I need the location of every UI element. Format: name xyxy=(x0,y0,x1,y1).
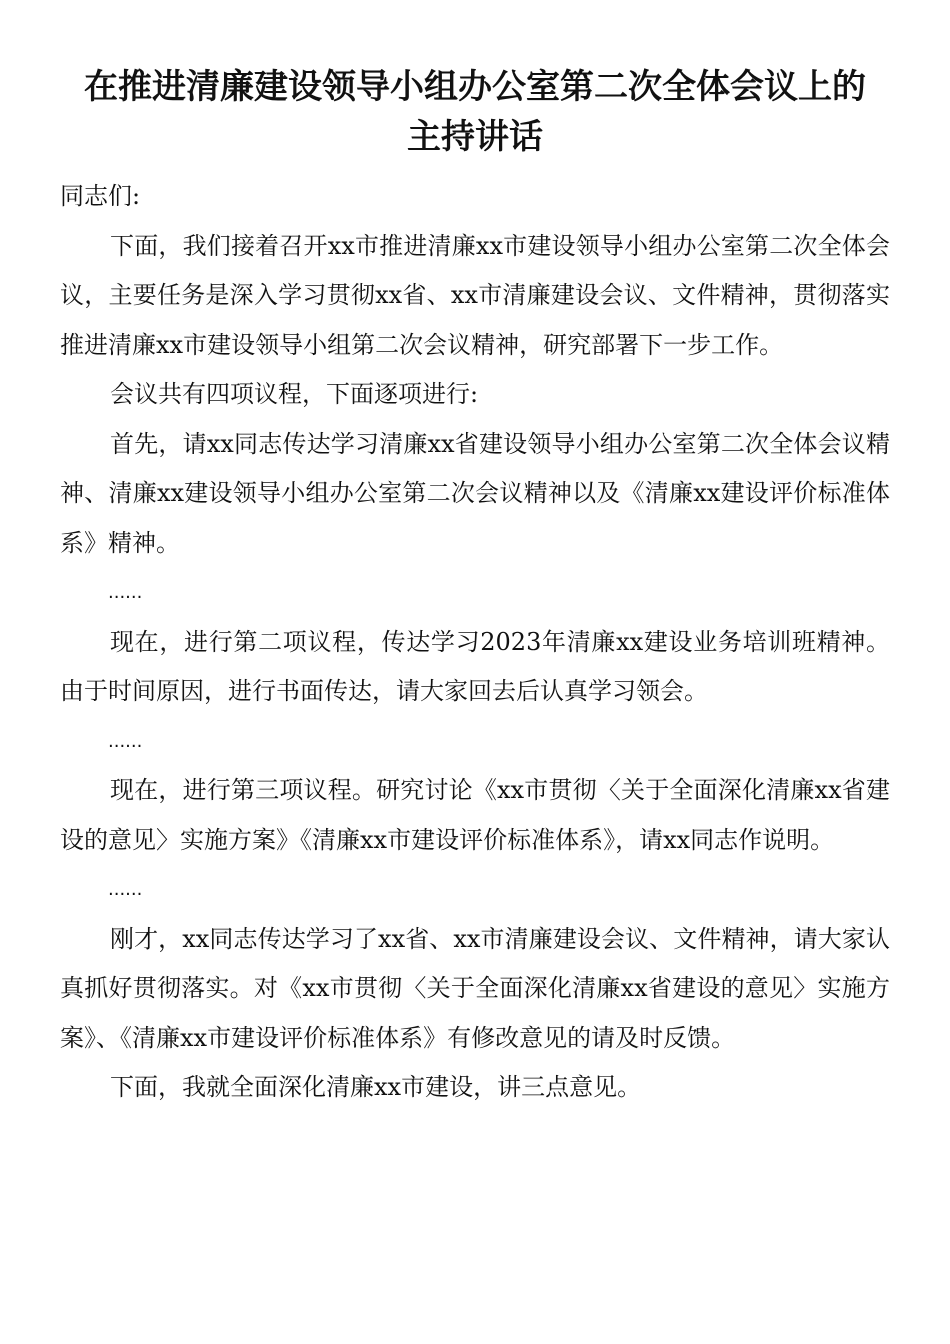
paragraph-second-item: 现在，进行第二项议程，传达学习2023年清廉xx建设业务培训班精神。由于时间原因，进行书面传达，请大家回去后认真学习领会。 xyxy=(60,627,890,705)
document-page xyxy=(60,62,890,1113)
paragraph-third-item: 现在，进行第三项议程。研究讨论《xx市贯彻〈关于全面深化清廉xx省建设的意见〉实施方案》《清廉xx市建设评价标准体系》，请xx同志作说明。 xyxy=(60,776,890,854)
paragraph-agenda: 会议共有四项议程，下面逐项进行: xyxy=(110,380,479,408)
paragraph-first-item: 首先，请xx同志传达学习清廉xx省建设领导小组办公室第二次全体会议精神、清廉xx建设领导小组办公室第二次会议精神以及《清廉xx建设评价标准体系》精神。 xyxy=(60,429,890,557)
ellipsis-2: ...... xyxy=(108,730,143,752)
title-line-2: 主持讲话 xyxy=(407,117,543,157)
ellipsis-3: ...... xyxy=(108,879,143,900)
document-title xyxy=(60,62,890,162)
ellipsis-1: ...... xyxy=(108,582,143,603)
title-line-1: 在推进清廉建设领导小组办公室第二次全体会议上的 xyxy=(84,67,866,107)
paragraph-summary: 刚才，xx同志传达学习了xx省、xx市清廉建设会议、文件精神，请大家认真抓好贯彻落实。对《xx市贯彻〈关于全面深化清廉xx省建设的意见〉实施方案》、《清廉xx市建设评价标准体系》有修改意见的请及时反馈。 xyxy=(60,924,890,1052)
document-body xyxy=(60,172,890,1113)
paragraph-opening: 下面，我们接着召开xx市推进清廉xx市建设领导小组办公室第二次全体会议，主要任务是深入学习贯彻xx省、xx市清廉建设会议、文件精神，贯彻落实推进清廉xx市建设领导小组第二次会议精神，研究部署下一步工作。 xyxy=(60,231,890,359)
salutation: 同志们: xyxy=(60,182,141,210)
paragraph-closing: 下面，我就全面深化清廉xx市建设，讲三点意见。 xyxy=(110,1073,642,1101)
